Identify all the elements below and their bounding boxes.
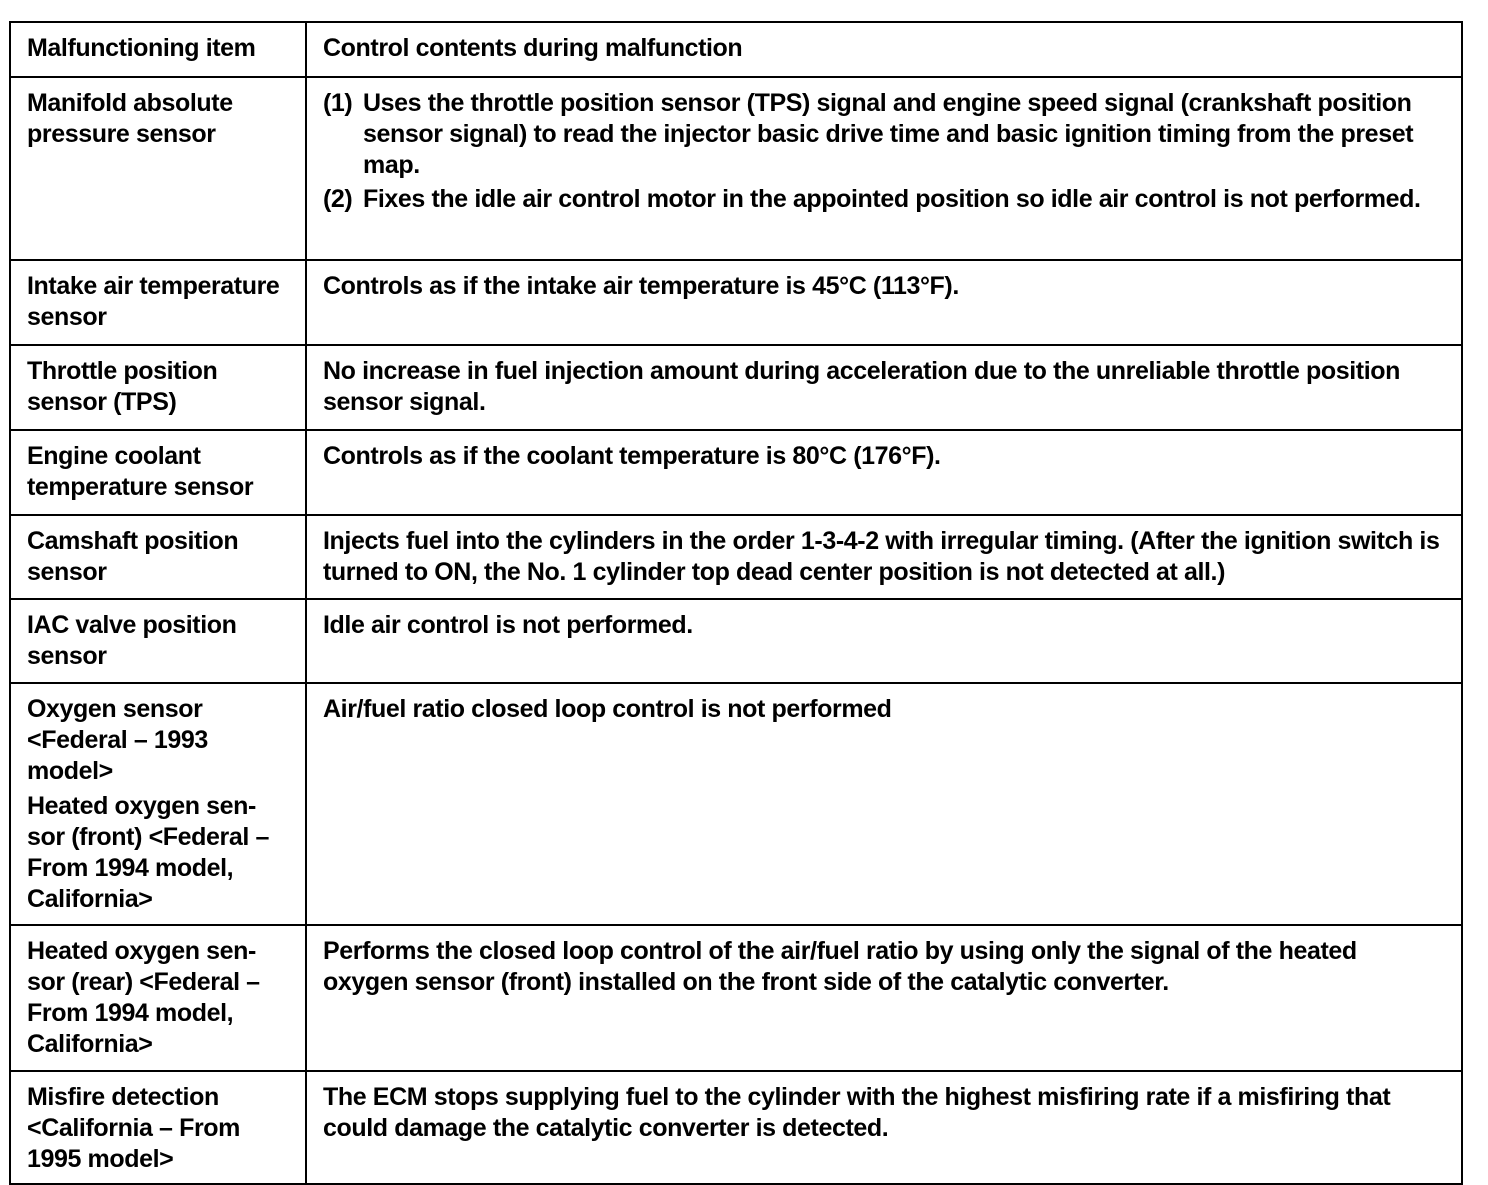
item-cell xyxy=(10,345,306,430)
step-text: Fixes the idle air control motor in the appointed position so idle air control is not performed. xyxy=(363,185,1421,213)
item-cell xyxy=(10,1071,306,1184)
item-cell xyxy=(10,683,306,925)
table-row xyxy=(10,925,1462,1071)
header-item-cell xyxy=(10,22,306,77)
table-row xyxy=(10,515,1462,599)
table-row xyxy=(10,77,1462,260)
item-text: Manifold absolute pressure sensor xyxy=(27,89,233,148)
item-text: Engine coolant temperature sensor xyxy=(27,442,254,501)
table-row xyxy=(10,1071,1462,1184)
item-text: IAC valve position sensor xyxy=(27,611,237,670)
control-text: Controls as if the coolant temperature is 80°C (176°F). xyxy=(323,442,941,470)
header-row xyxy=(10,22,1462,77)
control-text: Performs the closed loop control of the air/fuel ratio by using only the signal of the heated oxygen sensor (front) installed on the front side of the catalytic converter. xyxy=(323,937,1357,996)
item-text: Oxygen sensor <Federal – 1993 model> xyxy=(27,695,208,785)
control-text: Air/fuel ratio closed loop control is not performed xyxy=(323,695,892,723)
control-text: Controls as if the intake air temperature is 45°C (113°F). xyxy=(323,272,959,300)
table-row xyxy=(10,599,1462,683)
control-text: Injects fuel into the cylinders in the order 1-3-4-2 with irregular timing. (After the ignition switch is turned to ON, the No. 1 cylinder top dead center position is not detected at all.) xyxy=(323,527,1440,586)
item-text: Intake air temperature sensor xyxy=(27,272,280,331)
item-text: Throttle position sensor (TPS) xyxy=(27,357,218,416)
item-cell xyxy=(10,430,306,515)
step-text: Uses the throttle position sensor (TPS) signal and engine speed signal (crankshaft position sensor signal) to read the injector basic drive time and basic ignition timing from the preset map. xyxy=(363,89,1414,179)
item-cell xyxy=(10,599,306,683)
item-text: Misfire detection <California – From 1995 model> xyxy=(27,1083,240,1173)
header-control-cell xyxy=(306,22,1462,77)
control-text: Idle air control is not performed. xyxy=(323,611,693,639)
control-cell xyxy=(306,260,1462,345)
malfunction-table xyxy=(9,21,1463,1185)
malfunction-table-container xyxy=(9,21,1461,1185)
step-number: (2) xyxy=(323,185,353,213)
item-text: Camshaft position sensor xyxy=(27,527,239,586)
control-cell xyxy=(306,599,1462,683)
control-text: The ECM stops supplying fuel to the cylinder with the highest misfiring rate if a misfiring that could damage the catalytic converter is detected. xyxy=(323,1083,1391,1142)
table-row xyxy=(10,260,1462,345)
step-number: (1) xyxy=(323,89,353,117)
control-cell xyxy=(306,515,1462,599)
item-cell xyxy=(10,515,306,599)
control-cell xyxy=(306,345,1462,430)
control-cell xyxy=(306,683,1462,925)
table-row xyxy=(10,430,1462,515)
control-step xyxy=(323,184,1447,215)
item-cell xyxy=(10,260,306,345)
control-cell xyxy=(306,77,1462,260)
control-step xyxy=(323,88,1447,181)
control-cell xyxy=(306,430,1462,515)
item-cell xyxy=(10,77,306,260)
item-text: Heated oxygen sen-sor (front) <Federal – From 1994 model, California> xyxy=(27,792,269,913)
control-cell xyxy=(306,1071,1462,1184)
table-row xyxy=(10,345,1462,430)
control-text: No increase in fuel injection amount during acceleration due to the unreliable throttle position sensor signal. xyxy=(323,357,1401,416)
item-text: Heated oxygen sen-sor (rear) <Federal – From 1994 model, California> xyxy=(27,937,260,1058)
item-cell xyxy=(10,925,306,1071)
header-control-label: Control contents during malfunction xyxy=(323,34,743,62)
table-row xyxy=(10,683,1462,925)
control-cell xyxy=(306,925,1462,1071)
header-item-label: Malfunctioning item xyxy=(27,34,256,62)
